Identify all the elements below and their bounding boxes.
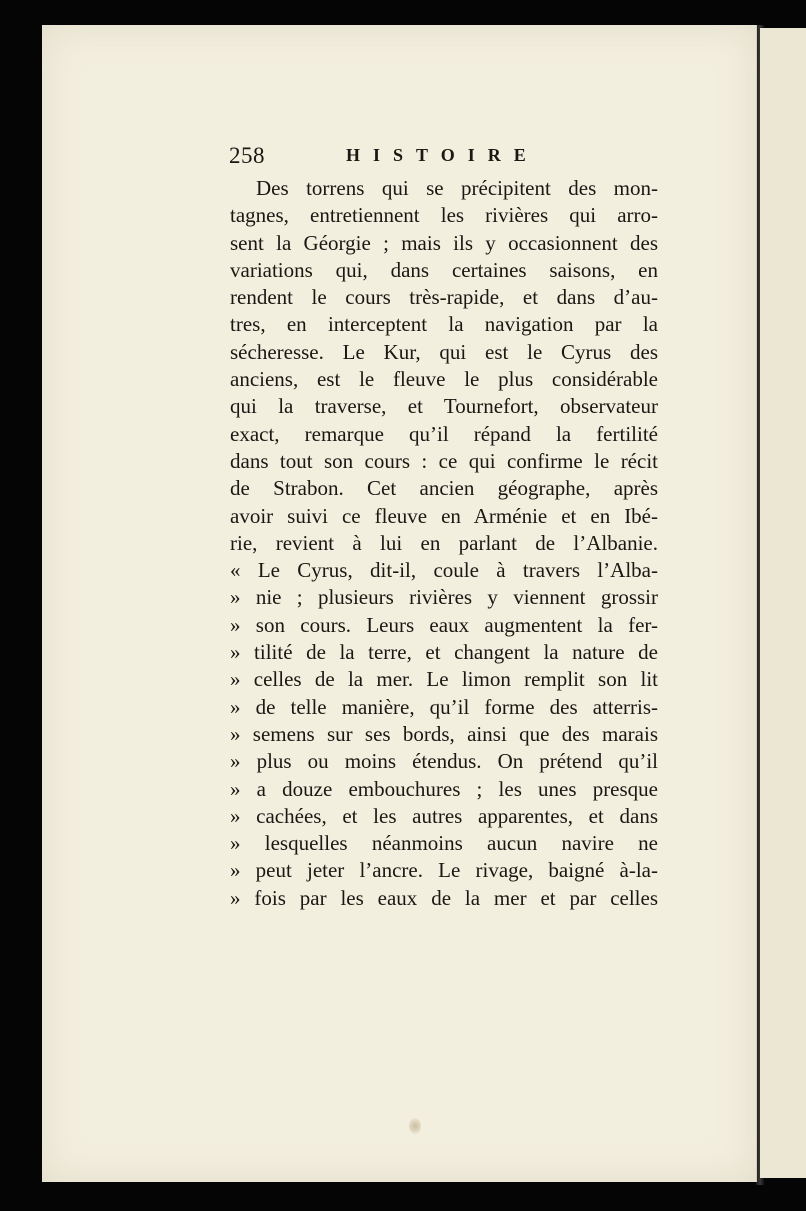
text-line: Des torrens qui se précipitent des mon-: [256, 176, 658, 200]
text-line: dans tout son cours : ce qui confirme le récit: [230, 448, 658, 473]
text-line: tagnes, entretiennent les rivières qui arro-: [230, 203, 658, 228]
text-line: variations qui, dans certaines saisons, en: [230, 257, 658, 282]
body-text: [230, 175, 658, 912]
text-line: rie, revient à lui en parlant de l’Albanie.: [230, 530, 658, 555]
text-line: de Strabon. Cet ancien géographe, après: [230, 476, 658, 501]
text-line: » semens sur ses bords, ainsi que des marais: [230, 721, 658, 746]
text-line: » son cours. Leurs eaux augmentent la fer-: [230, 612, 658, 637]
text-line: sécheresse. Le Kur, qui est le Cyrus des: [230, 339, 658, 364]
text-line: » nie ; plusieurs rivières y viennent grossir: [230, 585, 658, 610]
running-head: [229, 143, 649, 173]
text-line: » fois par les eaux de la mer et par celles: [230, 885, 658, 910]
text-line: » cachées, et les autres apparentes, et dans: [230, 803, 658, 828]
text-line: avoir suivi ce fleuve en Arménie et en Ibé-: [230, 503, 658, 528]
text-line: » de telle manière, qu’il forme des atterris-: [230, 694, 658, 719]
facing-page-edge: [760, 28, 806, 1178]
text-line: » a douze embouchures ; les unes presque: [230, 776, 658, 801]
text-line: » tilité de la terre, et changent la nature de: [230, 640, 658, 665]
text-line: exact, remarque qu’il répand la fertilité: [230, 421, 658, 446]
text-line: » peut jeter l’ancre. Le rivage, baigné à-la-: [230, 858, 658, 883]
text-line: qui la traverse, et Tournefort, observateur: [230, 394, 658, 419]
text-line: » lesquelles néanmoins aucun navire ne: [230, 831, 658, 856]
text-line: sent la Géorgie ; mais ils y occasionnent des: [230, 230, 658, 255]
paper-stain: [409, 1118, 421, 1134]
text-line: tres, en interceptent la navigation par la: [230, 312, 658, 337]
text-line: « Le Cyrus, dit-il, coule à travers l’Alba-: [230, 558, 658, 583]
text-line: » celles de la mer. Le limon remplit son lit: [230, 667, 658, 692]
text-line: rendent le cours très-rapide, et dans d’au-: [230, 285, 658, 310]
text-line: » plus ou moins étendus. On prétend qu’il: [230, 749, 658, 774]
page-number: 258: [229, 143, 265, 168]
text-line: anciens, est le fleuve le plus considérable: [230, 367, 658, 392]
running-title: HISTOIRE: [346, 145, 539, 165]
